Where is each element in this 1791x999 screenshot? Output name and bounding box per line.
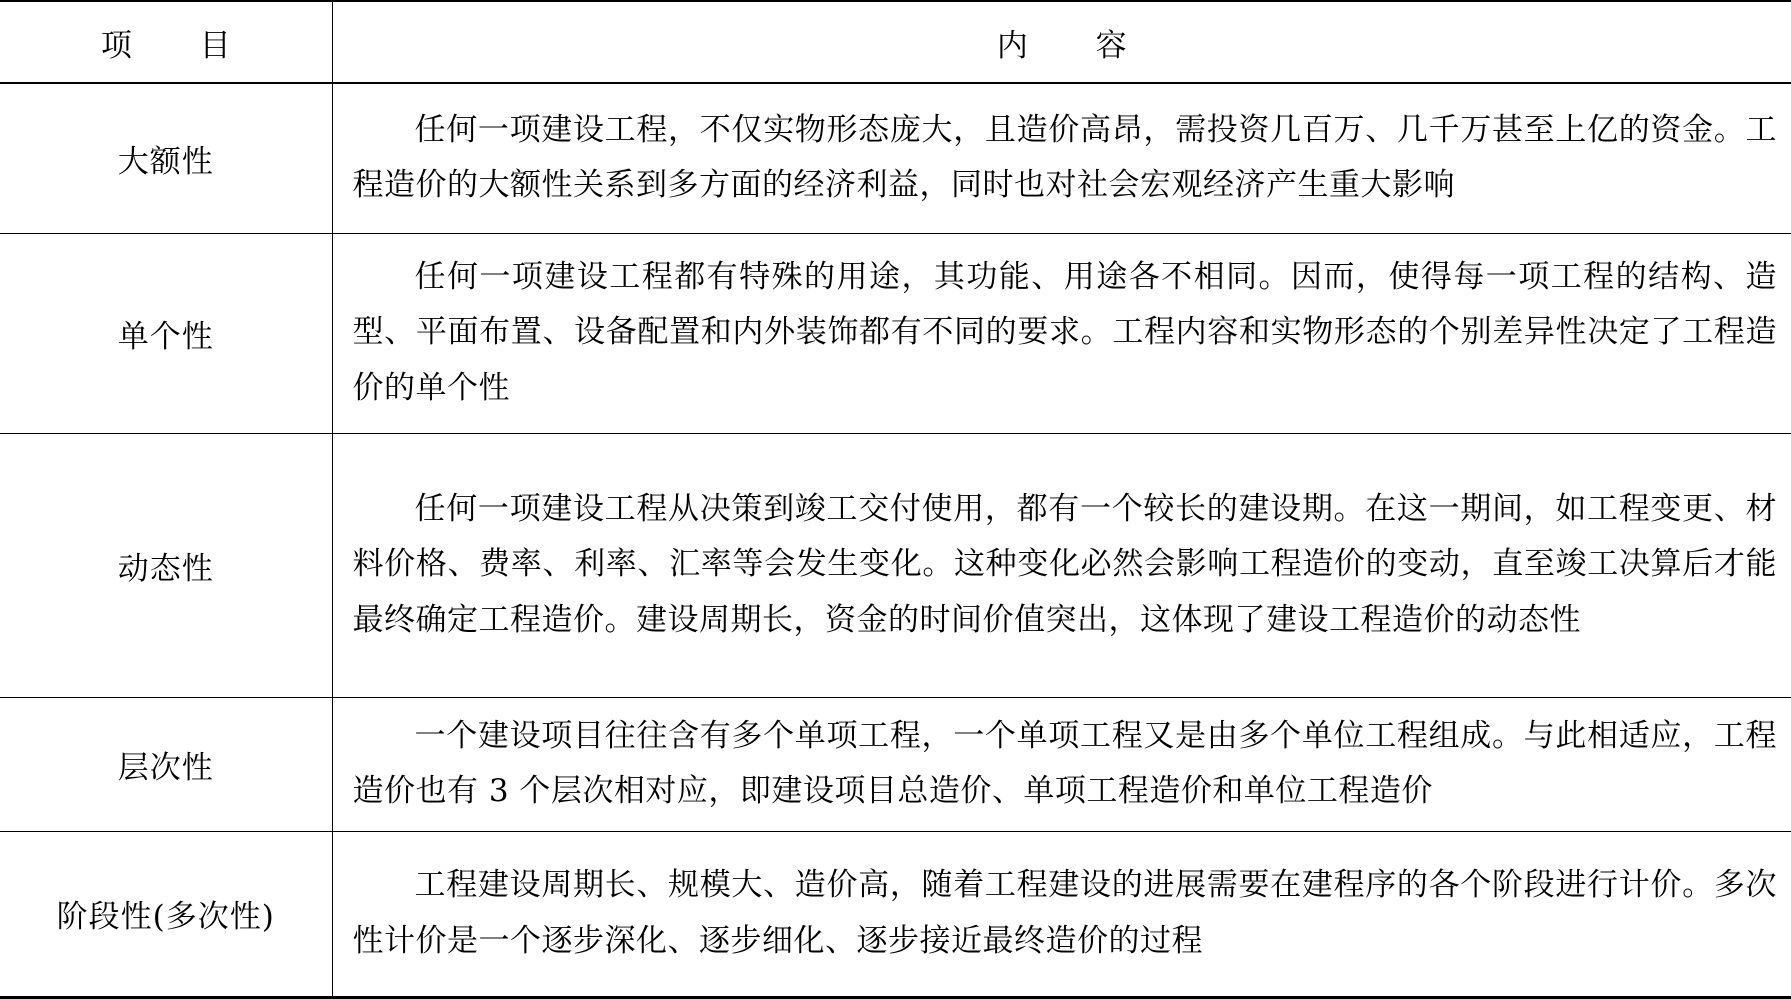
header-item-label: 项 目	[100, 27, 231, 64]
header-item	[0, 1, 332, 83]
row-description: 任何一项建设工程都有特殊的用途，其功能、用途各不相同。因而，使得每一项工程的结构、造型、平面布置、设备配置和内外装饰都有不同的要求。工程内容和实物形态的个别差异性决定了工程造价的单个性	[332, 233, 1791, 433]
header-row	[0, 1, 1791, 83]
table-body	[0, 83, 1791, 997]
table-row	[0, 831, 1791, 997]
table-row	[0, 83, 1791, 233]
table-row	[0, 697, 1791, 831]
header-content	[332, 1, 1791, 83]
table-row	[0, 233, 1791, 433]
row-description: 一个建设项目往往含有多个单项工程，一个单项工程又是由多个单位工程组成。与此相适应，工程造价也有 3 个层次相对应，即建设项目总造价、单项工程造价和单位工程造价	[332, 697, 1791, 831]
table-row	[0, 433, 1791, 697]
header-content-label: 内 容	[996, 27, 1127, 64]
row-description: 工程建设周期长、规模大、造价高，随着工程建设的进展需要在建程序的各个阶段进行计价。多次性计价是一个逐步深化、逐步细化、逐步接近最终造价的过程	[332, 831, 1791, 997]
row-description: 任何一项建设工程从决策到竣工交付使用，都有一个较长的建设期。在这一期间，如工程变更、材料价格、费率、利率、汇率等会发生变化。这种变化必然会影响工程造价的变动，直至竣工决算后才能最终确定工程造价。建设周期长，资金的时间价值突出，这体现了建设工程造价的动态性	[332, 433, 1791, 697]
row-term: 大额性	[0, 83, 332, 233]
row-term: 单个性	[0, 233, 332, 433]
row-term: 动态性	[0, 433, 332, 697]
row-term: 层次性	[0, 697, 332, 831]
row-term: 阶段性(多次性)	[0, 831, 332, 997]
table-header	[0, 1, 1791, 83]
row-description: 任何一项建设工程，不仅实物形态庞大，且造价高昂，需投资几百万、几千万甚至上亿的资金。工程造价的大额性关系到多方面的经济利益，同时也对社会宏观经济产生重大影响	[332, 83, 1791, 233]
